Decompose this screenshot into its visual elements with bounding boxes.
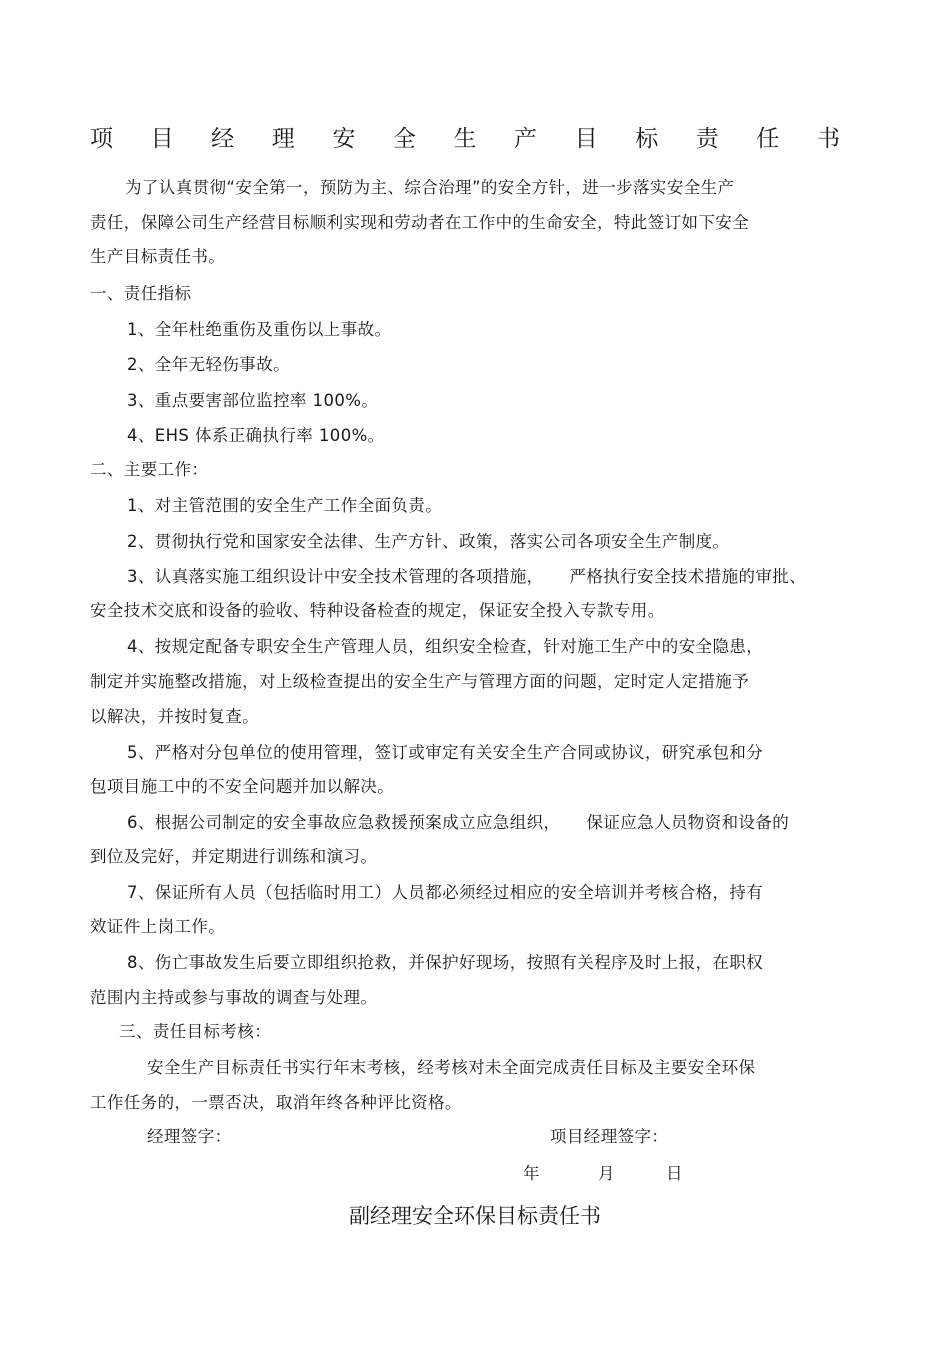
list-item-text: 3、认真落实施工组织设计中安全技术管理的各项措施，	[127, 567, 544, 586]
date-year-label: 年	[523, 1164, 540, 1183]
title-char: 理	[271, 126, 295, 152]
list-item-continuation: 安全技术交底和设备的验收、特种设备检查的规定，保证安全投入专款专用。	[90, 601, 665, 620]
list-item-continuation: 效证件上岗工作。	[90, 917, 226, 936]
intro-line: 责任，保障公司生产经营目标顺利实现和劳动者在工作中的生命安全，特此签订如下安全	[90, 213, 750, 232]
date-day-label: 日	[666, 1164, 683, 1183]
list-item-continuation: 包项目施工中的不安全问题并加以解决。	[90, 777, 395, 796]
list-item-continuation: 到位及完好，并定期进行训练和演习。	[90, 847, 378, 866]
list-item: 7、保证所有人员（包括临时用工）人员都必须经过相应的安全培训并考核合格，持有	[127, 883, 764, 902]
intro-line: 为了认真贯彻“安全第一，预防为主、综合治理”的安全方针，进一步落实安全生产	[125, 178, 735, 197]
title-char: 书	[816, 126, 840, 152]
list-item-text: 6、根据公司制定的安全事故应急救援预案成立应急组织，	[127, 813, 561, 832]
title-char: 生	[453, 126, 477, 152]
paragraph-line: 安全生产目标责任书实行年末考核，经考核对未全面完成责任目标及主要安全环保	[147, 1058, 756, 1077]
list-item: 4、EHS 体系正确执行率 100%。	[127, 426, 385, 445]
title-char: 产	[514, 126, 538, 152]
list-item-continuation: 制定并实施整改措施，对上级检查提出的安全生产与管理方面的问题，定时定人定措施予	[90, 672, 750, 691]
title-char: 任	[756, 126, 780, 152]
document-title	[90, 120, 840, 153]
list-item-text: 保证应急人员物资和设备的	[586, 813, 790, 832]
list-item-continuation: 范围内主持或参与事故的调查与处理。	[90, 988, 378, 1007]
list-item	[127, 813, 789, 833]
title-char: 目	[150, 126, 174, 152]
list-item-continuation: 以解决，并按时复查。	[90, 707, 259, 726]
title-char: 目	[574, 126, 598, 152]
section-heading: 三、责任目标考核：	[119, 1022, 272, 1041]
title-char: 安	[332, 126, 356, 152]
project-manager-signature-label: 项目经理签字：	[550, 1127, 669, 1146]
list-item: 8、伤亡事故发生后要立即组织抢救，并保护好现场，按照有关程序及时上报，在职权	[127, 953, 764, 972]
intro-line: 生产目标责任书。	[90, 247, 226, 266]
list-item: 2、贯彻执行党和国家安全法律、生产方针、政策，落实公司各项安全生产制度。	[127, 532, 730, 551]
list-item-text: 严格执行安全技术措施的审批、	[569, 567, 807, 586]
manager-signature-label: 经理签字：	[147, 1127, 232, 1146]
title-char: 项	[90, 126, 113, 152]
title-char: 标	[635, 126, 659, 152]
section-heading: 二、主要工作：	[90, 460, 209, 479]
list-item: 2、全年无轻伤事故。	[127, 355, 290, 374]
list-item: 4、按规定配备专职安全生产管理人员，组织安全检查，针对施工生产中的安全隐患，	[127, 637, 764, 656]
list-item: 5、严格对分包单位的使用管理，签订或审定有关安全生产合同或协议，研究承包和分	[127, 743, 764, 762]
title-char: 责	[695, 126, 719, 152]
title-char: 全	[392, 126, 416, 152]
list-item	[127, 567, 806, 587]
list-item: 1、对主管范围的安全生产工作全面负责。	[127, 496, 443, 515]
section-heading: 一、责任指标	[90, 284, 192, 303]
next-document-title: 副经理安全环保目标责任书	[349, 1204, 601, 1228]
list-item: 3、重点要害部位监控率 100%。	[127, 391, 379, 410]
paragraph-line: 工作任务的，一票否决，取消年终各种评比资格。	[90, 1093, 462, 1112]
list-item: 1、全年杜绝重伤及重伤以上事故。	[127, 320, 392, 339]
title-char: 经	[211, 126, 235, 152]
date-month-label: 月	[598, 1164, 615, 1183]
